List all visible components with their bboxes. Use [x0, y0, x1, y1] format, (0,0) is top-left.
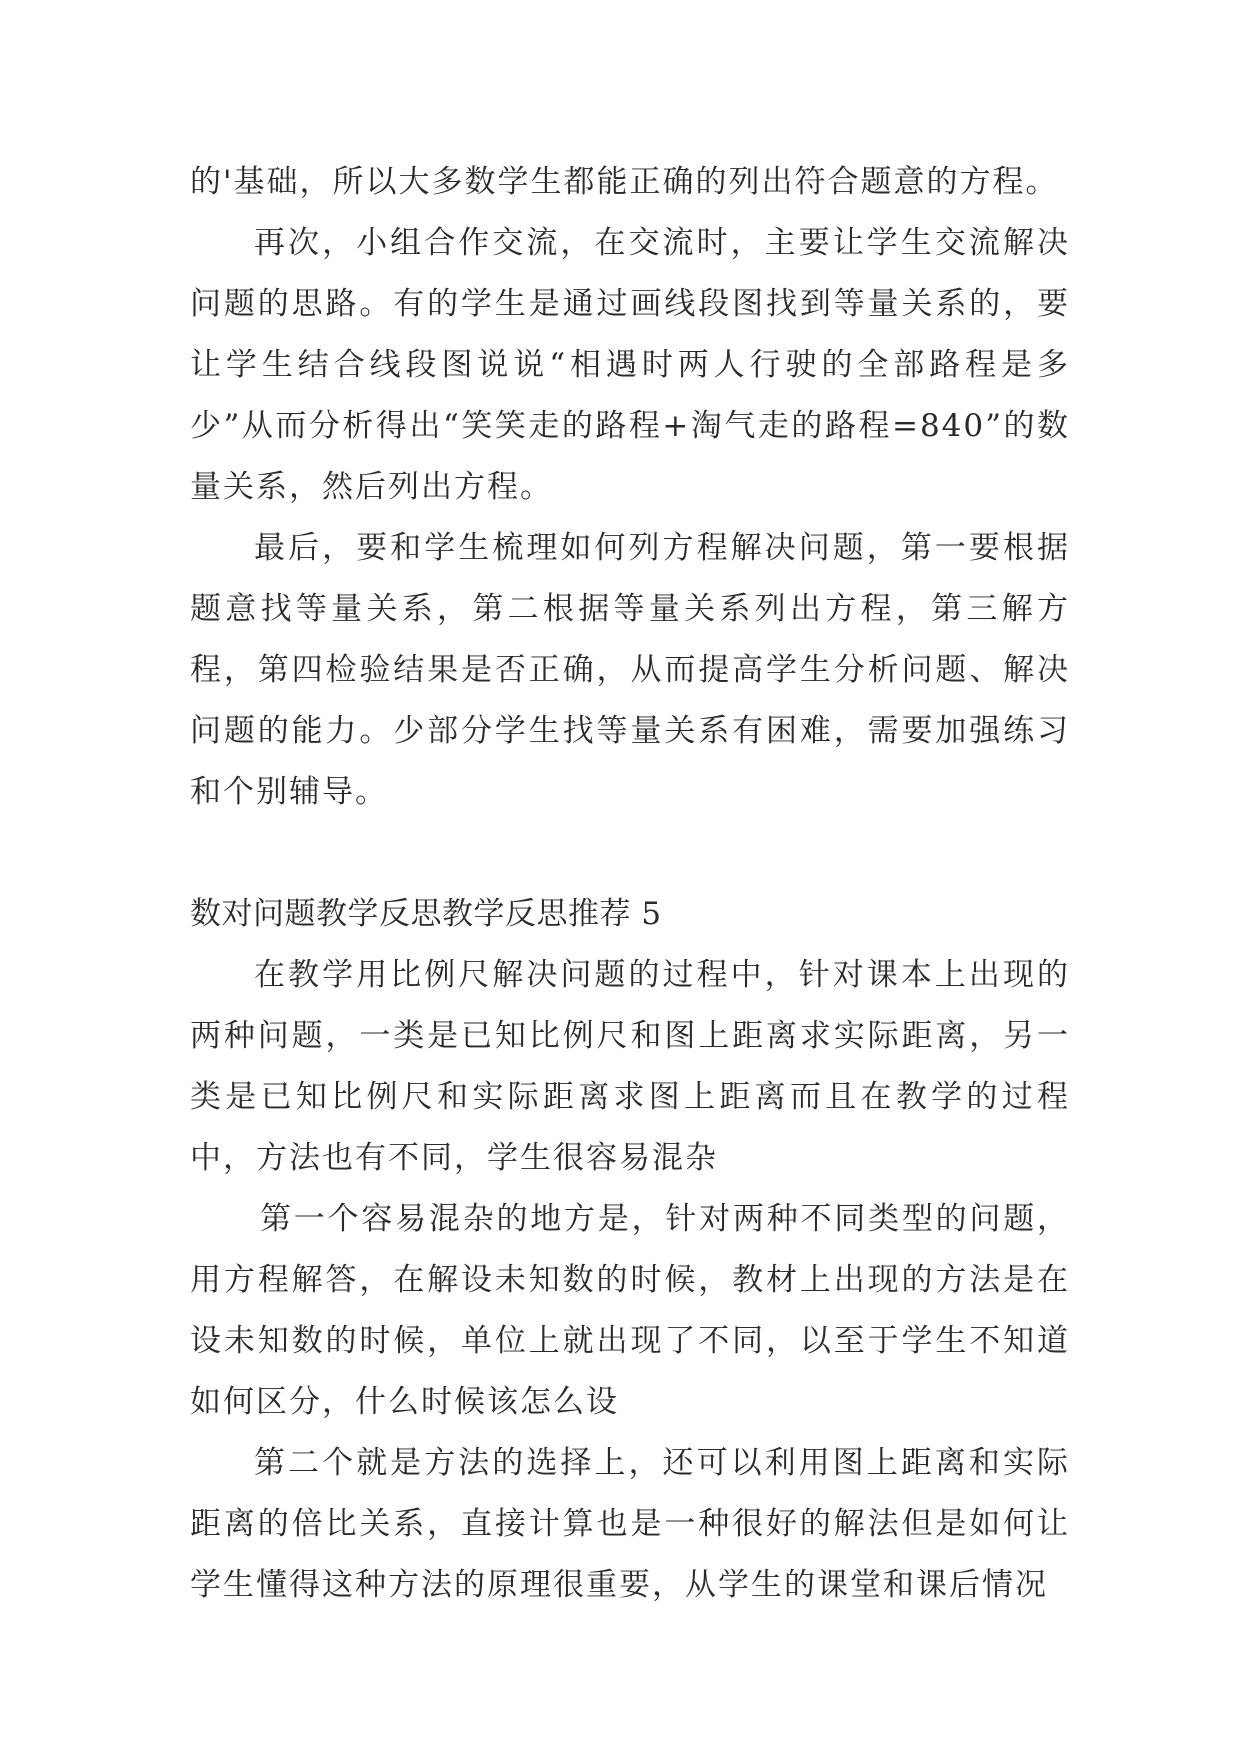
section-spacer	[190, 823, 1070, 884]
paragraph-1: 的'基础，所以大多数学生都能正确的列出符合题意的方程。	[190, 164, 1059, 200]
document-body	[190, 152, 1070, 1616]
paragraph-4: 在教学用比例尺解决问题的过程中，针对课本上出现的两种问题，一类是已知比例尺和图上距离求实际距离，另一类是已知比例尺和实际距离求图上距离而且在教学的过程中，方法也有不同，学生很容易混杂	[190, 957, 1070, 1176]
paragraph-2: 再次，小组合作交流，在交流时，主要让学生交流解决问题的思路。有的学生是通过画线段图找到等量关系的，要让学生结合线段图说说“相遇时两人行驶的全部路程是多少”从而分析得出“笑笑走的路程+淘气走的路程=840”的数量关系，然后列出方程。	[190, 225, 1070, 505]
paragraph-3: 最后，要和学生梳理如何列方程解决问题，第一要根据题意找等量关系，第二根据等量关系列出方程，第三解方程，第四检验结果是否正确，从而提高学生分析问题、解决问题的能力。少部分学生找等量关系有困难，需要加强练习和个别辅导。	[190, 530, 1070, 810]
section-heading: 数对问题教学反思教学反思推荐 5	[190, 896, 662, 932]
paragraph-6: 第二个就是方法的选择上，还可以利用图上距离和实际距离的倍比关系，直接计算也是一种很好的解法但是如何让学生懂得这种方法的原理很重要，从学生的课堂和课后情况	[190, 1445, 1070, 1603]
paragraph-5: 第一个容易混杂的地方是，针对两种不同类型的问题，用方程解答，在解设未知数的时候，教材上出现的方法是在设未知数的时候，单位上就出现了不同，以至于学生不知道如何区分，什么时候该怎么设	[190, 1201, 1070, 1420]
